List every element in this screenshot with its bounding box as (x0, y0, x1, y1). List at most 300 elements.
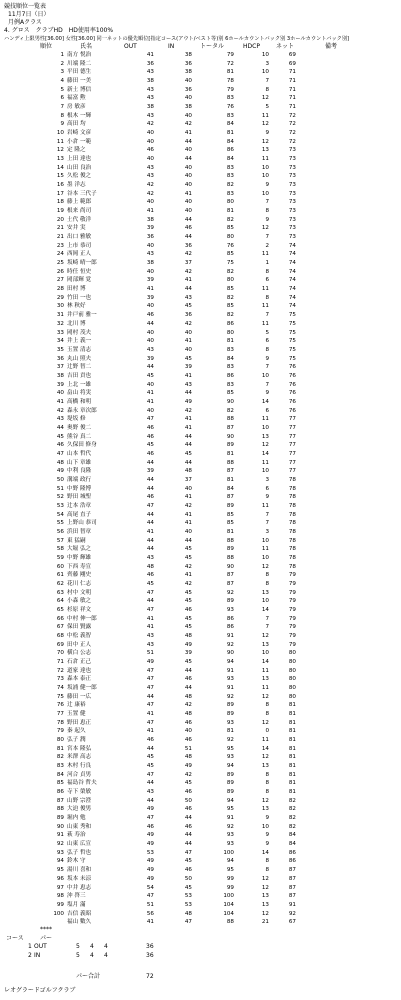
name-cell: 玉置 清志 (67, 346, 92, 353)
hdcp-cell: 10 (261, 468, 269, 475)
total-cell: 99 (226, 875, 234, 882)
net-cell: 76 (288, 407, 296, 414)
hdcp-cell: 8 (265, 208, 269, 215)
out-cell: 44 (146, 780, 154, 787)
par-hole-3: 4 (104, 951, 108, 959)
table-row (0, 459, 401, 468)
out-cell: 40 (146, 329, 154, 336)
net-cell: 87 (288, 867, 296, 874)
hdcp-cell: 11 (261, 320, 269, 327)
in-cell: 45 (184, 659, 192, 666)
table-row (0, 875, 401, 884)
table-row (0, 684, 401, 693)
out-cell: 43 (146, 554, 154, 561)
table-row (0, 329, 401, 338)
table-row (0, 146, 401, 155)
table-row (0, 311, 401, 320)
name-cell: 沖 啓三 (67, 893, 86, 900)
net-cell: 82 (288, 797, 296, 804)
name-cell: 弘子 哲也 (67, 849, 92, 856)
name-cell: 堀内 勉 (67, 815, 86, 822)
total-cell: 86 (226, 372, 234, 379)
net-cell: 73 (288, 234, 296, 241)
net-cell: 80 (288, 659, 296, 666)
rank-cell: 4 (60, 78, 64, 85)
rank-cell: 38 (56, 372, 64, 379)
net-cell: 80 (288, 685, 296, 692)
in-cell: 41 (184, 338, 192, 345)
net-cell: 77 (288, 433, 296, 440)
table-row (0, 138, 401, 147)
rank-cell: 82 (56, 754, 64, 761)
in-cell: 42 (184, 702, 192, 709)
out-cell: 44 (146, 476, 154, 483)
course-marker: **** (40, 926, 52, 933)
net-cell: 80 (288, 693, 296, 700)
hdcp-cell: 10 (261, 164, 269, 171)
net-cell: 81 (288, 702, 296, 709)
total-cell: 84 (226, 121, 234, 128)
scoring-conditions: 4. グロス クラブHD HD使用率100% (4, 27, 114, 34)
net-cell: 77 (288, 450, 296, 457)
name-cell: 吉信 義昭 (67, 910, 92, 917)
net-cell: 81 (288, 737, 296, 744)
table-row (0, 892, 401, 901)
name-cell: 北川 博 (67, 320, 86, 327)
out-cell: 44 (146, 459, 154, 466)
net-cell: 84 (288, 841, 296, 848)
club-name: レオグラードゴルフクラブ (4, 987, 76, 994)
name-cell: 米澤 高志 (67, 754, 92, 761)
table-row (0, 511, 401, 520)
total-cell: 79 (226, 52, 234, 58)
name-cell: 岩崎 文彦 (67, 130, 92, 137)
rank-cell: 54 (56, 511, 64, 518)
rank-cell: 74 (56, 685, 64, 692)
in-cell: 41 (184, 130, 192, 137)
name-cell: 林 秋好 (67, 303, 86, 310)
out-cell: 49 (146, 659, 154, 666)
hdcp-cell: 8 (265, 268, 269, 275)
table-row (0, 424, 401, 433)
out-cell: 41 (146, 208, 154, 215)
name-cell: 森永 章次郎 (67, 407, 97, 414)
name-cell: 下西 寿宣 (67, 563, 92, 570)
total-cell: 99 (226, 884, 234, 891)
in-cell: 43 (184, 294, 192, 301)
total-cell: 92 (226, 823, 234, 830)
in-cell: 38 (184, 104, 192, 111)
hdcp-cell: 13 (261, 433, 269, 440)
name-cell: 石倉 正己 (67, 659, 92, 666)
hdcp-cell: 12 (261, 138, 269, 145)
net-cell: 79 (288, 615, 296, 622)
in-cell: 41 (184, 494, 192, 501)
hdcp-cell: 7 (265, 381, 269, 388)
rank-cell: 41 (56, 398, 64, 405)
out-cell: 39 (146, 355, 154, 362)
hdcp-cell: 10 (261, 173, 269, 180)
out-cell: 46 (146, 494, 154, 501)
rank-cell: 46 (56, 442, 64, 449)
rank-cell: 84 (56, 771, 64, 778)
out-cell: 47 (146, 815, 154, 822)
hdcp-cell: 2 (265, 242, 269, 249)
out-cell: 43 (146, 346, 154, 353)
in-cell: 40 (184, 728, 192, 735)
name-cell: 中野 輝雄 (67, 554, 92, 561)
name-cell: 鈴木 守 (67, 858, 86, 865)
hdcp-cell: 11 (261, 303, 269, 310)
total-cell: 81 (226, 208, 234, 215)
table-row (0, 797, 401, 806)
rank-cell: 55 (56, 520, 64, 527)
col-hdcp: HDCP (243, 43, 260, 50)
net-cell: 91 (288, 901, 296, 908)
in-cell: 42 (184, 563, 192, 570)
total-cell: 93 (226, 676, 234, 683)
name-cell: 谷本 三代子 (67, 190, 97, 197)
hdcp-cell: 8 (265, 789, 269, 796)
rank-cell: 75 (56, 693, 64, 700)
rank-cell: 64 (56, 598, 64, 605)
in-cell: 48 (184, 633, 192, 640)
hdcp-cell: 6 (265, 338, 269, 345)
table-row (0, 250, 401, 259)
name-cell: 久松 俊之 (67, 173, 92, 180)
course-par-section (0, 926, 401, 960)
hdcp-cell: 12 (261, 633, 269, 640)
rank-cell: 65 (56, 607, 64, 613)
rank-cell: 78 (56, 719, 64, 726)
in-cell: 42 (184, 502, 192, 509)
net-cell: 71 (288, 86, 296, 93)
name-cell: 野田 恵正 (67, 719, 92, 726)
net-cell: 77 (288, 416, 296, 423)
name-cell: 丸山 照夫 (67, 355, 92, 362)
in-cell: 45 (184, 884, 192, 891)
table-row (0, 632, 401, 641)
in-cell: 44 (184, 138, 192, 145)
in-cell: 40 (184, 164, 192, 171)
in-cell: 40 (184, 199, 192, 206)
out-cell: 49 (146, 841, 154, 848)
name-cell: 山本 哲代 (67, 450, 92, 457)
out-cell: 41 (146, 624, 154, 631)
table-row (0, 727, 401, 736)
total-cell: 90 (226, 563, 234, 570)
hdcp-cell: 12 (261, 910, 269, 917)
rank-cell: 37 (56, 364, 64, 371)
out-cell: 38 (146, 104, 154, 111)
hdcp-cell: 8 (265, 346, 269, 353)
name-cell: 萩 寿治 (67, 832, 86, 839)
name-cell: 小倉 一範 (67, 138, 92, 145)
table-row (0, 831, 401, 840)
net-cell: 75 (288, 355, 296, 362)
out-cell: 47 (146, 771, 154, 778)
in-cell: 44 (184, 433, 192, 440)
out-cell: 43 (146, 69, 154, 76)
col-net: ネット (276, 43, 295, 50)
table-row (0, 207, 401, 216)
hdcp-cell: 9 (265, 494, 269, 501)
out-cell: 43 (146, 251, 154, 258)
out-cell: 44 (146, 546, 154, 553)
net-cell: 86 (288, 849, 296, 856)
hdcp-cell: 1 (265, 260, 269, 267)
in-cell: 48 (184, 754, 192, 761)
net-cell: 73 (288, 182, 296, 189)
name-cell: 根来 尚司 (67, 208, 92, 215)
total-cell: 87 (226, 494, 234, 501)
net-cell: 81 (288, 728, 296, 735)
name-cell: 西岡 正人 (67, 251, 92, 258)
total-cell: 89 (226, 711, 234, 718)
column-header-row (0, 43, 401, 51)
table-row (0, 120, 401, 129)
net-cell: 67 (288, 919, 296, 926)
in-cell: 44 (184, 832, 192, 839)
out-cell: 41 (146, 728, 154, 735)
out-cell: 39 (146, 225, 154, 232)
in-cell: 50 (184, 875, 192, 882)
hdcp-cell: 14 (261, 849, 269, 856)
hdcp-cell: 12 (261, 442, 269, 449)
table-row (0, 415, 401, 424)
table-row (0, 502, 401, 511)
table-row (0, 450, 401, 459)
total-cell: 89 (226, 502, 234, 509)
name-cell: 山田 良治 (67, 164, 92, 171)
table-row (0, 910, 401, 919)
net-cell: 79 (288, 598, 296, 605)
name-cell: 村中 文明 (67, 589, 92, 596)
in-cell: 44 (184, 667, 192, 674)
rank-cell: 91 (56, 832, 64, 839)
rank-cell: 66 (56, 615, 64, 622)
rank-cell: 3 (60, 69, 64, 76)
in-cell: 46 (184, 789, 192, 796)
par-total-label: パー合計 (76, 973, 101, 980)
out-cell: 38 (146, 216, 154, 223)
total-cell: 90 (226, 650, 234, 657)
in-cell: 41 (184, 424, 192, 431)
out-cell: 44 (146, 693, 154, 700)
table-row (0, 346, 401, 355)
out-cell: 40 (146, 407, 154, 414)
total-cell: 90 (226, 433, 234, 440)
out-cell: 40 (146, 156, 154, 163)
total-cell: 79 (226, 86, 234, 93)
results-table (0, 51, 401, 927)
hdcp-cell: 5 (265, 329, 269, 336)
rank-cell: 52 (56, 494, 64, 501)
out-cell: 47 (146, 667, 154, 674)
name-cell: 山下 章雄 (67, 459, 92, 466)
in-cell: 40 (184, 112, 192, 119)
hdcp-cell: 12 (261, 563, 269, 570)
rank-cell: 92 (56, 841, 64, 848)
total-cell: 85 (226, 251, 234, 258)
table-row (0, 580, 401, 589)
total-cell: 81 (226, 728, 234, 735)
net-cell: 73 (288, 225, 296, 232)
rank-cell: 35 (56, 346, 64, 353)
name-cell: 大堀 弘之 (67, 546, 92, 553)
out-cell: 45 (146, 442, 154, 449)
rank-cell: 77 (56, 711, 64, 718)
hdcp-cell: 21 (261, 919, 269, 926)
total-cell: 83 (226, 164, 234, 171)
par-hole-2: 4 (90, 943, 94, 951)
table-row (0, 181, 401, 190)
table-row (0, 563, 401, 572)
total-cell: 82 (226, 294, 234, 301)
out-cell: 40 (146, 130, 154, 137)
rank-cell: 39 (56, 381, 64, 388)
table-row (0, 77, 401, 86)
net-cell: 78 (288, 520, 296, 527)
net-cell: 81 (288, 763, 296, 770)
in-cell: 44 (184, 156, 192, 163)
hdcp-cell: 9 (265, 832, 269, 839)
hdcp-cell: 10 (261, 424, 269, 431)
rank-cell: 49 (56, 468, 64, 475)
course-index: 1 (28, 943, 32, 951)
in-cell: 44 (184, 216, 192, 223)
in-cell: 49 (184, 398, 192, 405)
table-row (0, 519, 401, 528)
table-row (0, 198, 401, 207)
rank-cell: 95 (56, 867, 64, 874)
out-cell: 56 (146, 910, 154, 917)
course-label: コース (6, 934, 24, 942)
out-cell: 49 (146, 858, 154, 865)
table-row (0, 467, 401, 476)
hdcp-cell: 11 (261, 416, 269, 423)
table-row (0, 216, 401, 225)
total-cell: 80 (226, 199, 234, 206)
par-total-value: 72 (146, 973, 154, 980)
rank-cell: 88 (56, 806, 64, 813)
total-cell: 89 (226, 442, 234, 449)
hdcp-cell: 12 (261, 875, 269, 882)
name-cell: 安井 実 (67, 225, 86, 232)
rank-cell: 69 (56, 641, 64, 648)
net-cell: 78 (288, 476, 296, 483)
name-cell: 上田 達也 (67, 156, 92, 163)
table-row (0, 788, 401, 797)
out-cell: 39 (146, 277, 154, 284)
name-cell: 久保田 修身 (67, 442, 97, 449)
in-cell: 39 (184, 650, 192, 657)
par-hole-1: 5 (76, 951, 80, 959)
table-row (0, 805, 401, 814)
hdcp-cell: 13 (261, 676, 269, 683)
in-cell: 40 (184, 173, 192, 180)
out-cell: 47 (146, 589, 154, 596)
total-cell: 80 (226, 277, 234, 284)
hdcp-cell: 3 (265, 528, 269, 535)
table-row (0, 545, 401, 554)
rank-cell: 7 (60, 104, 64, 111)
rank-cell: 56 (56, 528, 64, 535)
hdcp-cell: 11 (261, 502, 269, 509)
rank-cell: 27 (56, 277, 64, 284)
hdcp-cell: 7 (265, 312, 269, 319)
in-cell: 51 (184, 745, 192, 752)
net-cell: 72 (288, 112, 296, 119)
name-cell: 藤田 一広 (67, 693, 92, 700)
rank-cell: 90 (56, 823, 64, 830)
total-cell: 92 (226, 589, 234, 596)
rank-cell: 45 (56, 433, 64, 440)
table-row (0, 597, 401, 606)
table-row (0, 884, 401, 893)
total-cell: 90 (226, 398, 234, 405)
total-cell: 91 (226, 667, 234, 674)
hdcp-cell: 3 (265, 60, 269, 67)
net-cell: 71 (288, 104, 296, 111)
total-cell: 82 (226, 312, 234, 319)
total-cell: 80 (226, 234, 234, 241)
out-cell: 45 (146, 580, 154, 587)
out-cell: 40 (146, 138, 154, 145)
rank-cell: 99 (56, 901, 64, 908)
table-row (0, 857, 401, 866)
rank-cell: 76 (56, 702, 64, 709)
net-cell: 69 (288, 60, 296, 67)
total-cell: 87 (226, 468, 234, 475)
in-cell: 41 (184, 416, 192, 423)
in-cell: 40 (184, 528, 192, 535)
in-cell: 44 (184, 815, 192, 822)
in-cell: 36 (184, 86, 192, 93)
name-cell: 辻本 浩章 (67, 502, 92, 509)
in-cell: 42 (184, 121, 192, 128)
out-cell: 39 (146, 468, 154, 475)
net-cell: 72 (288, 121, 296, 128)
out-cell: 43 (146, 95, 154, 102)
net-cell: 78 (288, 528, 296, 535)
rank-cell: 24 (56, 251, 64, 258)
net-cell: 75 (288, 338, 296, 345)
name-cell: 井戸前 雅一 (67, 312, 97, 319)
rank-cell: 14 (56, 164, 64, 171)
in-cell: 42 (184, 580, 192, 587)
rank-cell: 87 (56, 797, 64, 804)
total-cell: 95 (226, 745, 234, 752)
table-row (0, 667, 401, 676)
rank-cell: 67 (56, 624, 64, 631)
in-cell: 39 (184, 364, 192, 371)
net-cell: 80 (288, 667, 296, 674)
total-cell: 92 (226, 693, 234, 700)
rank-cell: 10 (56, 130, 64, 137)
in-cell: 45 (184, 624, 192, 631)
hdcp-cell: 10 (261, 598, 269, 605)
out-cell: 45 (146, 763, 154, 770)
out-cell: 46 (146, 572, 154, 579)
name-cell: 木村 行良 (67, 763, 92, 770)
hdcp-cell: 7 (265, 520, 269, 527)
in-cell: 37 (184, 476, 192, 483)
in-cell: 37 (184, 260, 192, 267)
name-cell: 上市 恭司 (67, 242, 92, 249)
out-cell: 40 (146, 381, 154, 388)
total-cell: 82 (226, 407, 234, 414)
